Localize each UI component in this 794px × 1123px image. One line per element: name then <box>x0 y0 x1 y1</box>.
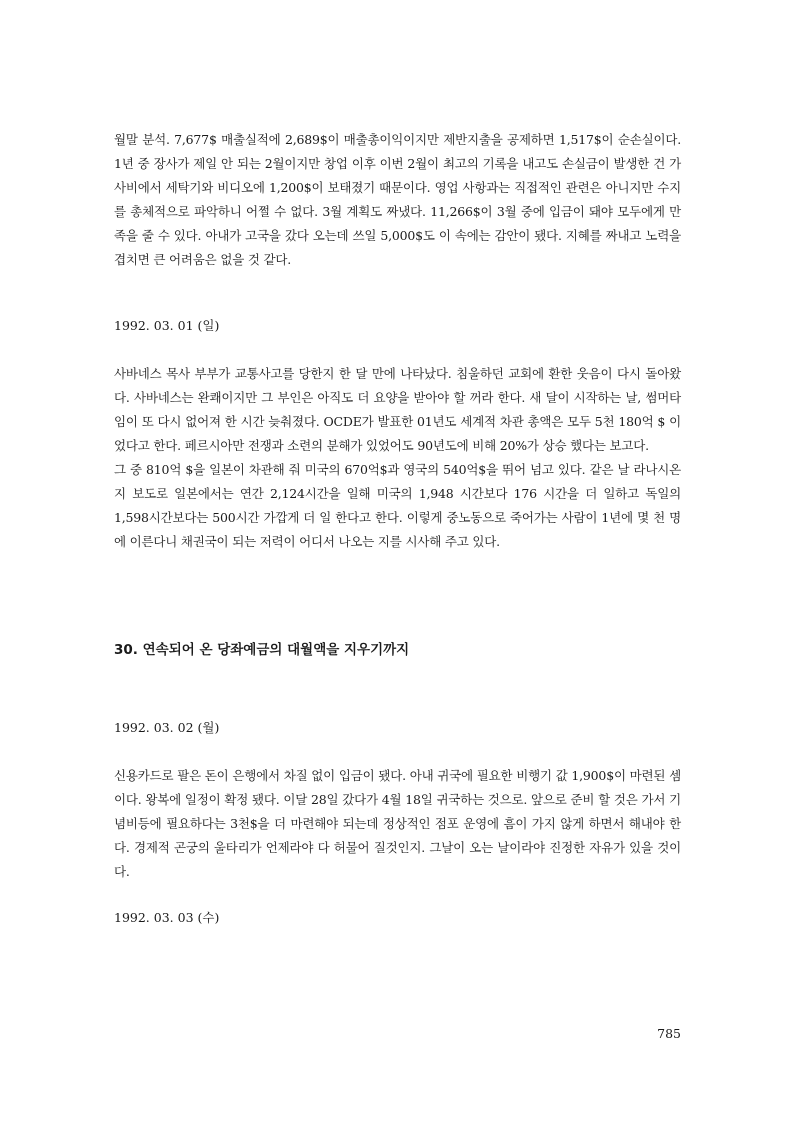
paragraph-feb-summary: 월말 분석. 7,677$ 매출실적에 2,689$이 매출총이익이지만 제반지출을 공제하면 1,517$이 순손실이다. 1년 중 장사가 제일 안 되는 2월이지만 창업 이후 이번 2월이 최고의 기록을 내고도 손실금이 발생한 건 가사비에서 세탁기와 비디오에 1,200$이 보태졌기 때문이다. 영업 사항과는 직접적인 관련은 아니지만 수지를 총체적으로 파악하니 어쩔 수 없다. 3월 계획도 짜냈다. 11,266$이 3월 중에 입금이 돼야 모두에게 만족을 줄 수 있다. 아내가 고국을 갔다 오는데 쓰일 5,000$도 이 속에는 감안이 됐다. 지혜를 짜내고 노력을 겹치면 큰 어려움은 없을 것 같다. <box>114 132 681 267</box>
spacer <box>114 662 681 716</box>
spacer <box>114 272 681 314</box>
date-heading: 1992. 03. 03 (수) <box>114 910 220 925</box>
paragraph-march-01: 사바네스 목사 부부가 교통사고를 당한지 한 달 만에 나타났다. 침울하던 교회에 환한 웃음이 다시 돌아왔다. 사바네스는 완쾌이지만 그 부인은 아직도 더 요양을 받아야 할 꺼라 한다. 새 달이 시작하는 날, 썸머타임이 또 다시 없어져 한 시간 늦춰졌다. OCDE가 발표한 01년도 세계적 차관 총액은 모두 5천 180억 $ 이었다고 한다. 페르시아만 전쟁과 소련의 분해가 있었어도 90년도에 비해 20%가 상승 했다는 보고다. <box>114 366 681 453</box>
document-body <box>114 128 681 930</box>
paragraph-march-02: 신용카드로 팔은 돈이 은행에서 차질 없이 입금이 됐다. 아내 귀국에 필요한 비행기 값 1,900$이 마련된 셈이다. 왕복에 일정이 확정 됐다. 이달 28일 갔다가 4월 18일 귀국하는 것으로. 앞으로 준비 할 것은 가서 기념비등에 필요하다는 3천$을 더 마련해야 되는데 정상적인 점포 운영에 흠이 가지 않게 하면서 해내야 한다. 경제적 곤궁의 울타리가 언제라야 다 허물어 질것인지. 그날이 오는 날이라야 진정한 자유가 있을 것이다. <box>114 768 681 879</box>
page-number: 785 <box>657 1026 681 1041</box>
paragraph-march-01-continued: 그 중 810억 $을 일본이 차관해 줘 미국의 670억$과 영국의 540억$을 뛰어 넘고 있다. 같은 날 라나시온지 보도로 일본에서는 연간 2,124시간을 일해 미국의 1,948 시간보다 176 시간을 더 일하고 독일의 1,598시간보다는 500시간 가깝게 더 일 한다고 한다. 이렇게 중노동으로 죽어가는 사람이 1년에 몇 천 명에 이른다니 채권국이 되는 저력이 어디서 나오는 지를 시사해 주고 있다. <box>114 462 681 549</box>
spacer <box>114 554 681 638</box>
section-heading: 30. 연속되어 온 당좌예금의 대월액을 지우기까지 <box>114 642 410 658</box>
spacer <box>114 884 681 906</box>
date-heading: 1992. 03. 01 (일) <box>114 318 220 333</box>
spacer <box>114 740 681 764</box>
spacer <box>114 338 681 362</box>
date-heading: 1992. 03. 02 (월) <box>114 720 220 735</box>
